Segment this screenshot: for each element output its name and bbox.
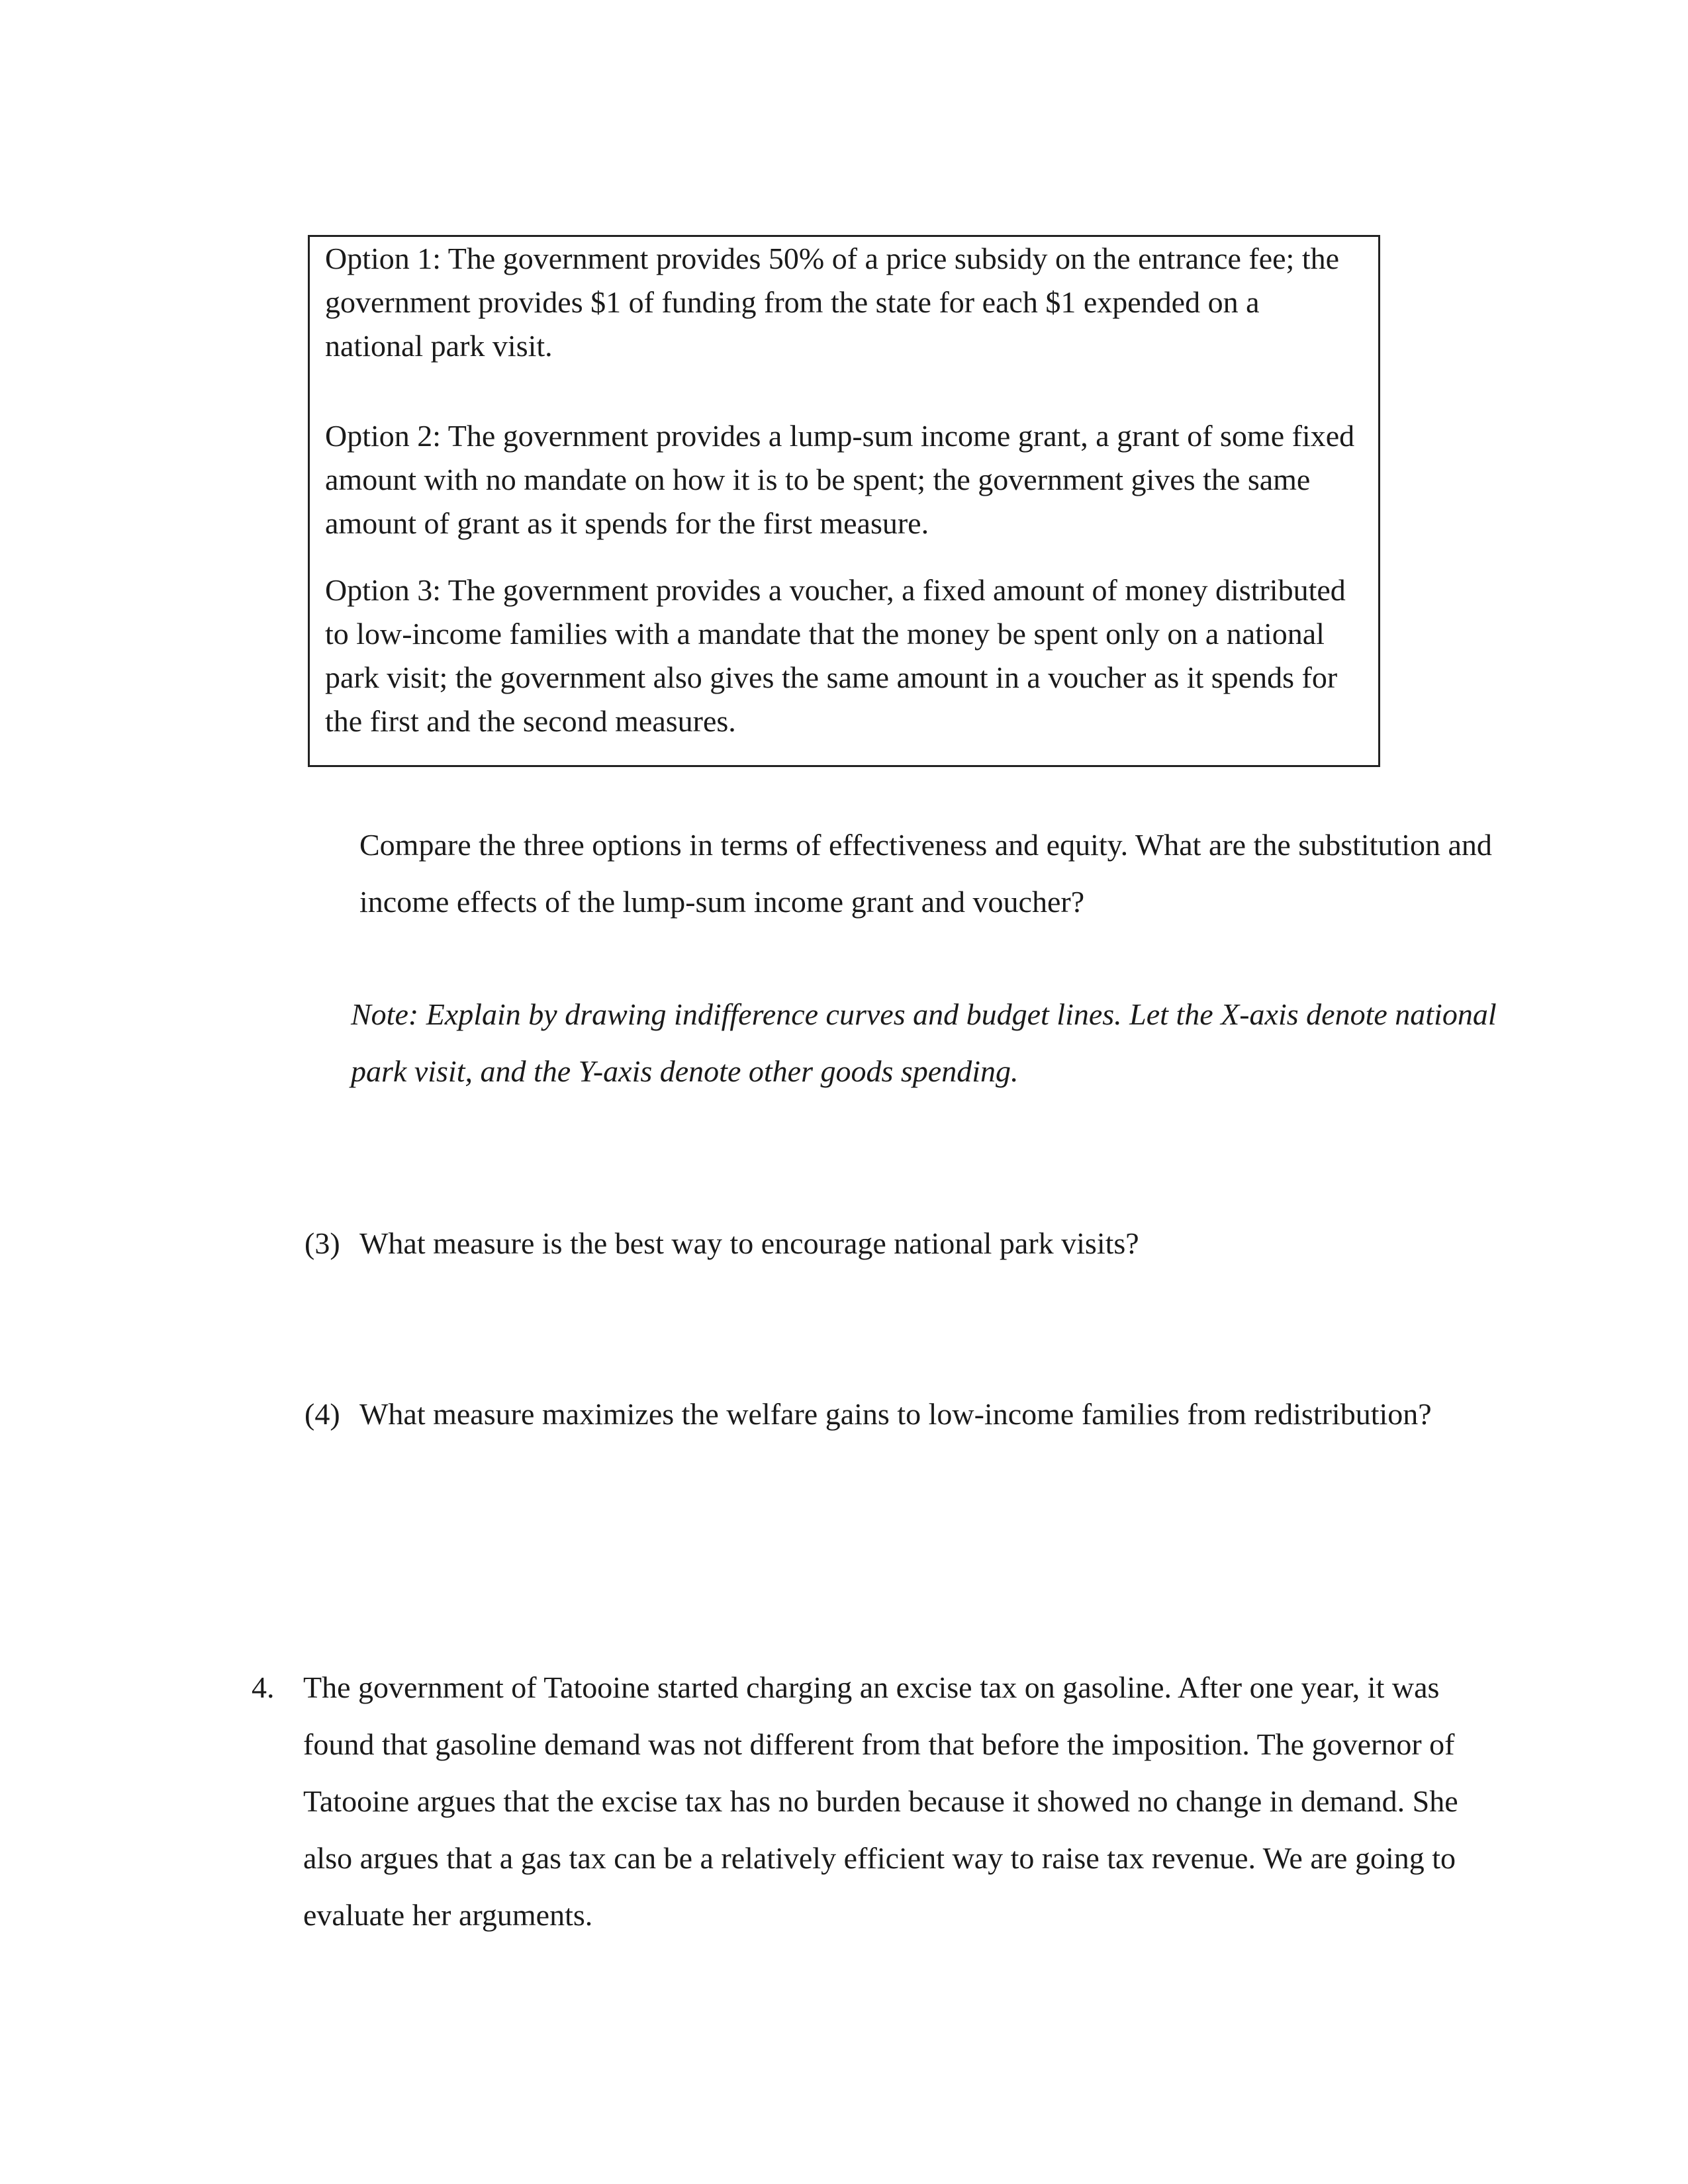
main-question-4-text: The government of Tatooine started charging an excise tax on gasoline. After one year, it was found that gasoline demand was not different from that before the imposition. The governor of Tatooine argues that the excise tax has no burden because it showed no change in demand. She also argues that a gas tax can be a relatively efficient way to raise tax revenue. We are going to evaluate her arguments.	[303, 1670, 1458, 1932]
question-3	[305, 1215, 1496, 1272]
question-4-sub	[305, 1386, 1496, 1443]
compare-question: Compare the three options in terms of effectiveness and equity. What are the substitution and income effects of the lump-sum income grant and voucher?	[359, 828, 1492, 919]
main-question-4	[252, 1659, 1496, 1944]
option-1-text: Option 1: The government provides 50% of a price subsidy on the entrance fee; the government provides $1 of funding from the state for each $1 expended on a national park visit.	[325, 242, 1340, 363]
question-3-text: What measure is the best way to encourage national park visits?	[359, 1226, 1139, 1260]
question-4-sub-number: (4)	[305, 1397, 340, 1431]
options-box	[308, 235, 1380, 767]
note-text: Note: Explain by drawing indifference curves and budget lines. Let the X-axis denote national park visit, and the Y-axis denote other goods spending.	[351, 997, 1497, 1088]
question-4-sub-text: What measure maximizes the welfare gains to low-income families from redistribution?	[359, 1397, 1432, 1431]
option-3-text: Option 3: The government provides a voucher, a fixed amount of money distributed to low-income families with a mandate that the money be spent only on a national park visit; the government also gives the same amount in a voucher as it spends for the first and the second measures.	[325, 573, 1346, 738]
option-2-text: Option 2: The government provides a lump-sum income grant, a grant of some fixed amount with no mandate on how it is to be spent; the government gives the same amount of grant as it spends for the first measure.	[325, 419, 1355, 540]
question-3-number: (3)	[305, 1226, 340, 1260]
main-question-4-number: 4.	[252, 1670, 275, 1704]
